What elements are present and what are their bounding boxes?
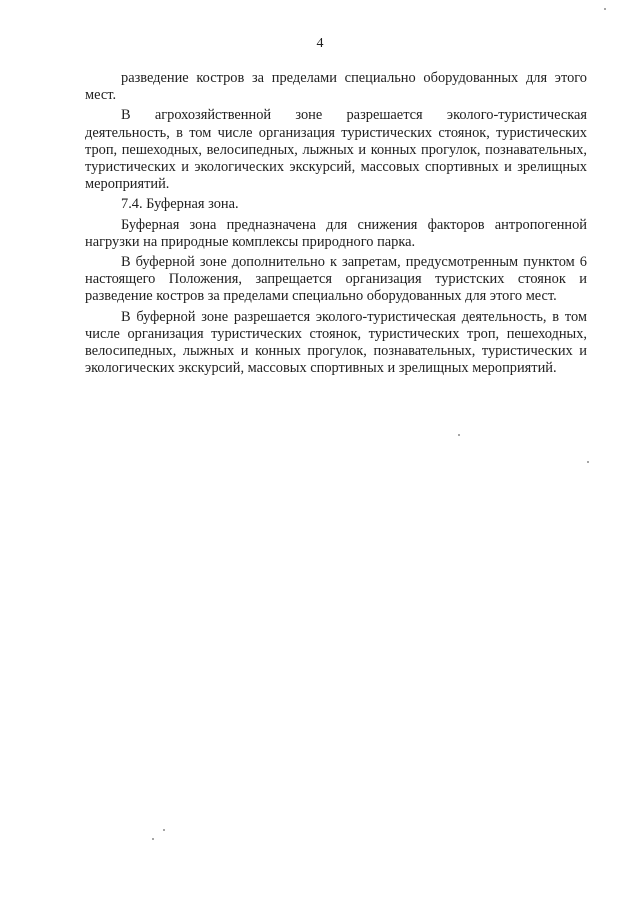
scan-speck — [458, 434, 460, 436]
paragraph-agricultural-zone-permitted: В агрохозяйственной зоне разрешается эколого-туристическая деятельность, в том числе организация туристических стоянок, туристических троп, пешеходных, велосипедных, лыжных и конных прогулок, познавательных, туристических и экологических экскурсий, массовых спортивных и зрелищных мероприятий. — [85, 107, 587, 193]
scan-speck — [163, 829, 165, 831]
scan-speck — [587, 461, 589, 463]
paragraph-buffer-zone-permitted: В буферной зоне разрешается эколого-туристическая деятельность, в том числе организация туристических стоянок, туристических троп, пешеходных, велосипедных, лыжных и конных прогулок, познавательных, туристических и экологических экскурсий, массовых спортивных и зрелищных мероприятий. — [85, 308, 587, 377]
paragraph-buffer-zone-purpose: Буферная зона предназначена для снижения факторов антропогенной нагрузки на природные комплексы природного парка. — [85, 216, 587, 250]
section-heading-buffer-zone: 7.4. Буферная зона. — [121, 196, 239, 213]
scan-speck — [152, 838, 154, 840]
paragraph-campfire-restriction-continued: разведение костров за пределами специально оборудованных для этого мест. — [85, 70, 587, 104]
paragraph-buffer-zone-prohibitions: В буферной зоне дополнительно к запретам, предусмотренным пунктом 6 настоящего Положения, запрещается организация туристских стоянок и разведение костров за пределами специально оборудованных для этого мест. — [85, 254, 587, 305]
document-body — [85, 70, 587, 380]
scan-speck — [604, 8, 606, 10]
page-number: 4 — [316, 36, 324, 51]
